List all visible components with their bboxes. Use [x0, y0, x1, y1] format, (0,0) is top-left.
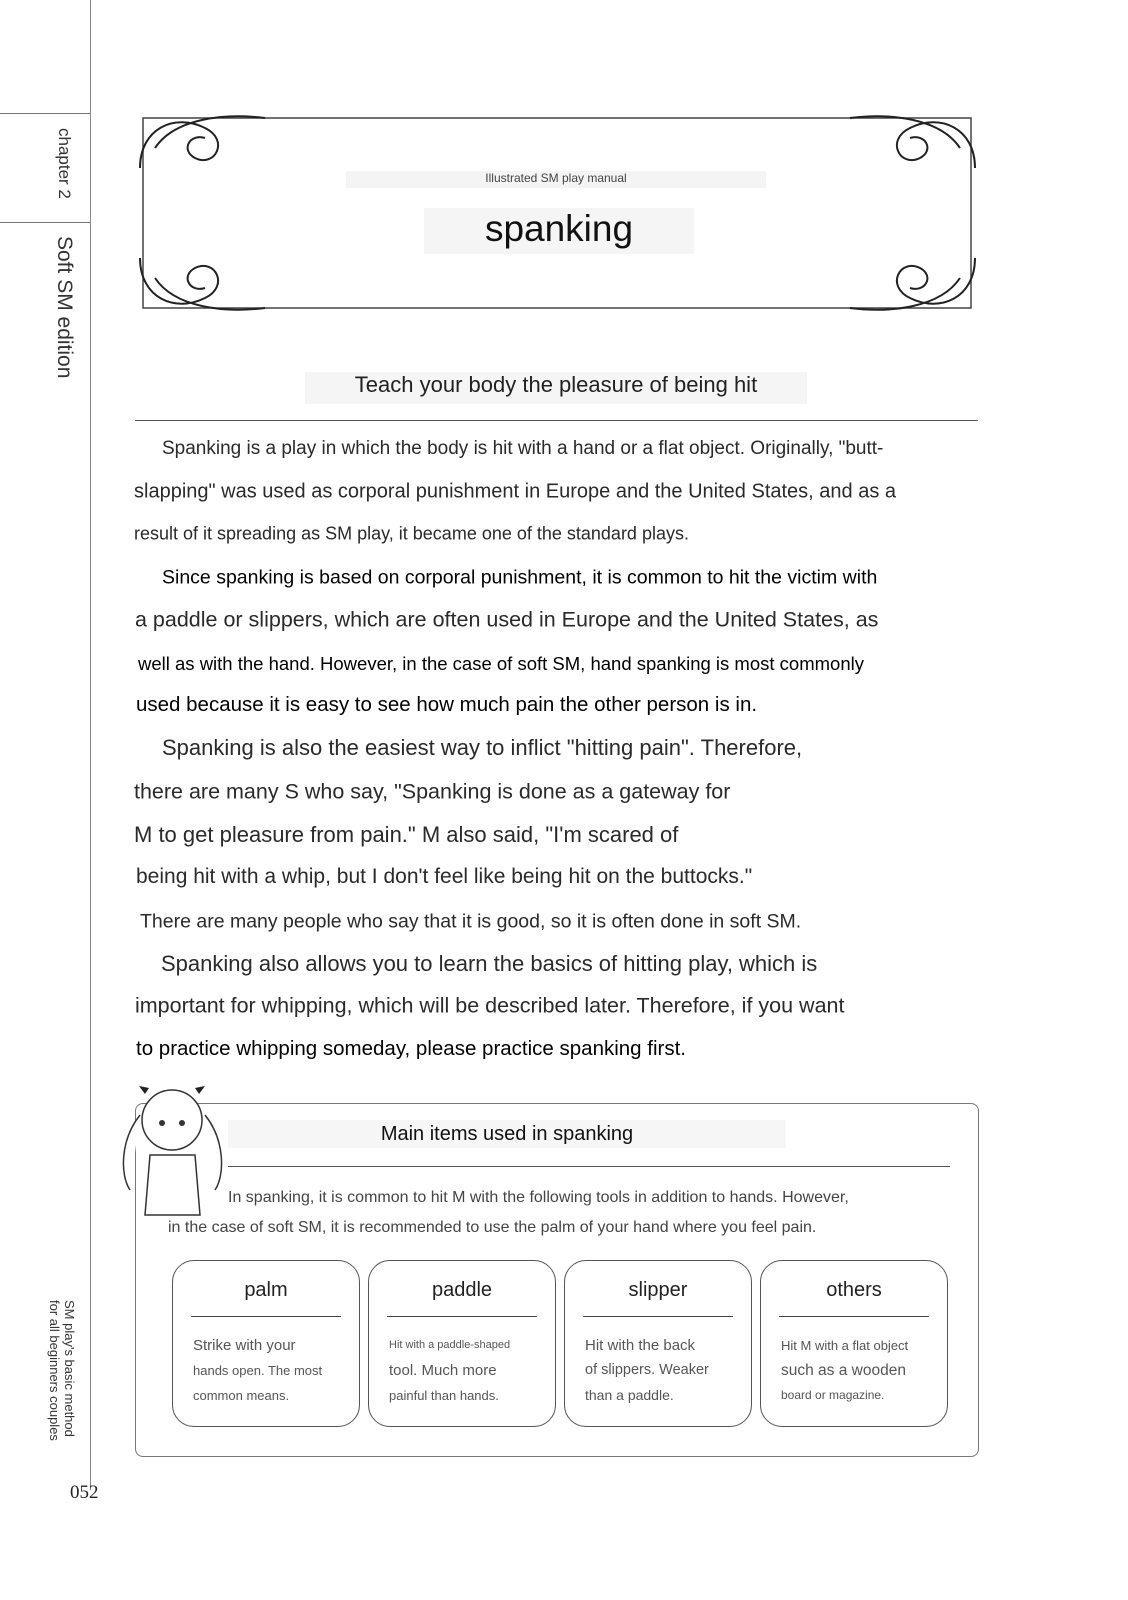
item-desc: board or magazine.	[781, 1388, 885, 1402]
item-desc: Hit with the back	[585, 1337, 696, 1354]
item-name: slipper	[628, 1279, 688, 1301]
box-title: Main items used in spanking	[228, 1120, 786, 1148]
body-line: Spanking is also the easiest way to inflict "hitting pain". Therefore,	[162, 735, 803, 760]
item-name: paddle	[431, 1279, 493, 1301]
item-desc: painful than hands.	[389, 1388, 499, 1403]
page-title: spanking	[424, 208, 694, 254]
body-line: to practice whipping someday, please practice spanking first.	[136, 1037, 686, 1060]
item-name: palm	[244, 1279, 288, 1301]
tab-divider	[0, 222, 90, 223]
item-desc: of slippers. Weaker	[585, 1362, 709, 1378]
body-line: there are many S who say, "Spanking is done as a gateway for	[134, 779, 731, 804]
item-desc: than a paddle.	[585, 1387, 674, 1403]
body-line: Spanking is a play in which the body is hit with a hand or a flat object. Originally, "butt-	[162, 438, 884, 459]
body-line: well as with the hand. However, in the case of soft SM, hand spanking is most commonly	[138, 653, 864, 674]
item-card-others	[760, 1260, 948, 1427]
subtitle-rule	[135, 420, 978, 421]
body-line: a paddle or slippers, which are often used in Europe and the United States, as	[135, 607, 879, 632]
body-line: M to get pleasure from pain." M also said, "I'm scared of	[134, 822, 679, 847]
body-line: Since spanking is based on corporal punishment, it is common to hit the victim with	[162, 566, 878, 589]
body-line: Spanking also allows you to learn the basics of hitting play, which is	[161, 951, 818, 976]
item-desc: Hit M with a flat object	[781, 1338, 909, 1353]
item-card-paddle	[368, 1260, 556, 1427]
item-name: others	[826, 1279, 882, 1301]
subtitle: Teach your body the pleasure of being hit	[305, 372, 807, 404]
page-number: 052	[70, 1482, 99, 1503]
body-line: There are many people who say that it is good, so it is often done in soft SM.	[140, 910, 802, 933]
book-title-line1: SM play's basic method	[62, 1300, 77, 1437]
body-line: result of it spreading as SM play, it became one of the standard plays.	[134, 523, 689, 544]
body-line: being hit with a whip, but I don't feel like being hit on the buttocks."	[136, 865, 753, 888]
chapter-label: chapter 2	[55, 128, 74, 199]
item-desc: tool. Much more	[389, 1362, 497, 1379]
mascot-illustration	[115, 1080, 230, 1220]
item-desc: Strike with your	[193, 1337, 296, 1354]
box-title-rule	[228, 1166, 950, 1167]
section-label: Soft SM edition	[53, 236, 76, 379]
item-desc: common means.	[193, 1388, 290, 1403]
box-intro-line: in the case of soft SM, it is recommended to use the palm of your hand where you feel pain.	[168, 1219, 817, 1236]
item-desc: hands open. The most	[193, 1363, 323, 1378]
tab-divider	[0, 113, 90, 114]
book-title-line2: for all beginners couples	[47, 1300, 62, 1441]
kicker: Illustrated SM play manual	[346, 171, 766, 188]
body-line: slapping" was used as corporal punishment in Europe and the United States, and as a	[134, 480, 897, 503]
margin-rule	[90, 0, 91, 1490]
box-intro-line: In spanking, it is common to hit M with the following tools in addition to hands. However,	[228, 1189, 849, 1206]
item-desc: such as a wooden	[781, 1362, 906, 1379]
item-card-palm	[172, 1260, 360, 1427]
body-line: important for whipping, which will be described later. Therefore, if you want	[135, 993, 845, 1018]
body-line: used because it is easy to see how much pain the other person is in.	[136, 693, 758, 716]
item-card-slipper	[564, 1260, 752, 1427]
item-desc: Hit with a paddle-shaped	[389, 1339, 511, 1351]
